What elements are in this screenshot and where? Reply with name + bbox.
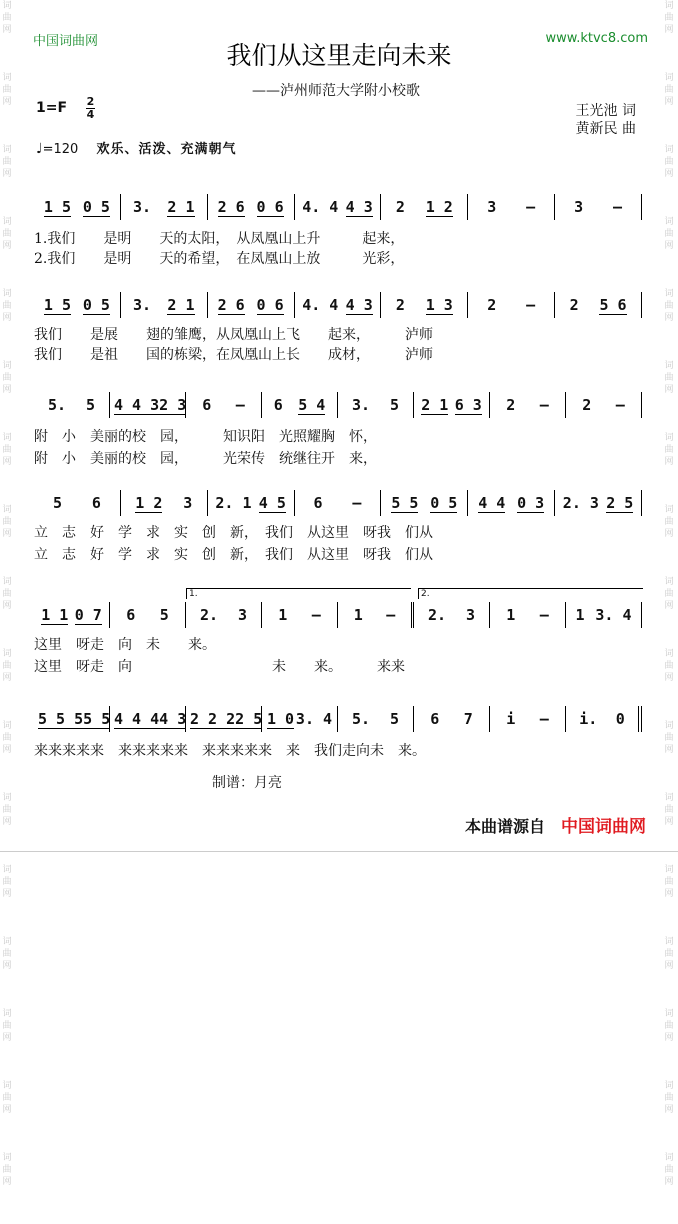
measure <box>566 602 642 628</box>
beat: 3. <box>351 396 371 414</box>
watermark-char: 网 <box>664 889 674 899</box>
watermark-char: 曲 <box>664 1093 674 1103</box>
watermark-char: 网 <box>664 745 674 755</box>
measure <box>34 392 110 418</box>
measure <box>186 392 262 418</box>
watermark-char: 词 <box>2 721 12 731</box>
measure <box>262 706 338 732</box>
watermark-char: 词 <box>664 1009 674 1019</box>
watermark-char: 词 <box>664 577 674 587</box>
left-watermark-strip <box>0 0 16 1187</box>
lyric-line: 这里 呀走 向 未 来。 来来 <box>34 659 405 675</box>
watermark-char: 词 <box>664 1081 674 1091</box>
tempo-value: =120 <box>42 142 79 157</box>
watermark-char: 曲 <box>2 661 12 671</box>
watermark-char: 词 <box>2 1081 12 1091</box>
beat: 1 <box>353 606 363 624</box>
beat: 4 4 <box>478 493 506 512</box>
watermark-char: 网 <box>2 1105 12 1115</box>
beat: 2 5 <box>235 709 263 728</box>
song-subtitle: ——泸州师范大学附小校歌 <box>252 83 420 99</box>
beat: 0 5 <box>82 197 110 216</box>
watermark-char: 词 <box>2 289 12 299</box>
beat: 2. 3 <box>562 494 599 512</box>
watermark-char: 曲 <box>664 1021 674 1031</box>
beat: 2 1 <box>421 395 449 414</box>
watermark-char: 网 <box>2 169 12 179</box>
watermark-char: 词 <box>2 433 12 443</box>
watermark-char: 词 <box>2 217 12 227</box>
watermark-char: 曲 <box>2 949 12 959</box>
watermark-char: 曲 <box>2 589 12 599</box>
beat: 1 <box>278 606 288 624</box>
beat: – <box>526 198 536 216</box>
beat: 1 5 <box>43 197 71 216</box>
beat: 1 <box>506 606 516 624</box>
beat: 6 <box>202 396 212 414</box>
beat: 1 3 <box>425 295 453 314</box>
beat: 5 5 5 <box>38 709 84 728</box>
watermark-char: 词 <box>2 361 12 371</box>
volta-second-ending: 2. <box>418 588 643 599</box>
beat: 2 <box>395 296 405 314</box>
beat: 6 <box>126 606 136 624</box>
beat: 5 <box>159 606 169 624</box>
measure <box>186 706 262 732</box>
measure <box>121 194 208 220</box>
watermark-char: 曲 <box>2 1021 12 1031</box>
watermark-char: 曲 <box>664 445 674 455</box>
beat: 3 <box>465 606 476 624</box>
measure <box>555 292 642 318</box>
beat: 7 <box>463 710 473 728</box>
beat: 6 <box>273 396 283 414</box>
measure <box>110 602 186 628</box>
beat: 3. <box>133 296 152 314</box>
lyric-line: 立 志 好 学 求 实 创 新， 我们 从这里 呀我 们从 <box>34 525 433 541</box>
beat: 5 <box>389 710 400 728</box>
watermark-char: 词 <box>2 793 12 803</box>
watermark-char: 曲 <box>2 301 12 311</box>
watermark-char: 曲 <box>2 445 12 455</box>
beat: 2 3 <box>159 395 187 414</box>
watermark-char: 词 <box>2 1009 12 1019</box>
watermark-char: 词 <box>664 721 674 731</box>
beat: – <box>352 494 362 512</box>
score-row <box>34 392 642 418</box>
beat: – <box>615 396 625 414</box>
watermark-char: 曲 <box>664 301 674 311</box>
watermark-char: 曲 <box>664 1165 674 1175</box>
watermark-char: 网 <box>664 817 674 827</box>
beat: 3 <box>183 494 193 512</box>
watermark-char: 词 <box>2 145 12 155</box>
watermark-char: 网 <box>664 457 674 467</box>
beat: 5 <box>85 396 96 414</box>
beat: 3 <box>574 198 584 216</box>
watermark-char: 词 <box>664 1153 674 1163</box>
watermark-char: 词 <box>664 793 674 803</box>
watermark-char: 网 <box>664 673 674 683</box>
beat: 4 3 <box>345 295 373 314</box>
beat: 2 <box>395 198 405 216</box>
time-sig-bottom: 4 <box>86 108 95 121</box>
watermark-char: 词 <box>2 1 12 11</box>
beat: – <box>539 396 549 414</box>
beat: – <box>539 606 549 624</box>
watermark-char: 网 <box>664 601 674 611</box>
watermark-char: 网 <box>2 25 12 35</box>
watermark-char: 曲 <box>2 1093 12 1103</box>
watermark-char: 词 <box>2 505 12 515</box>
measure <box>468 292 555 318</box>
score-row <box>34 706 642 732</box>
watermark-char: 曲 <box>664 805 674 815</box>
watermark-char: 曲 <box>664 85 674 95</box>
beat: 0 5 <box>430 493 458 512</box>
measure <box>295 490 382 516</box>
watermark-char: 曲 <box>2 517 12 527</box>
measure <box>262 392 338 418</box>
beat: 2 <box>487 296 497 314</box>
watermark-char: 网 <box>664 529 674 539</box>
watermark-char: 曲 <box>664 157 674 167</box>
footer-divider <box>0 851 678 852</box>
watermark-char: 曲 <box>2 877 12 887</box>
beat: 4 4 4 <box>114 709 160 728</box>
beat: 2 6 <box>217 197 245 216</box>
beat: 2 5 <box>606 493 634 512</box>
watermark-char: 网 <box>664 1177 674 1187</box>
beat: 5. <box>351 710 371 728</box>
watermark-char: 网 <box>664 385 674 395</box>
beat: 2 <box>506 396 516 414</box>
beat: 1 5 <box>43 295 71 314</box>
measure <box>468 490 555 516</box>
measure <box>208 490 295 516</box>
beat: 6 <box>430 710 440 728</box>
beat: 5 4 <box>298 395 326 414</box>
watermark-char: 网 <box>664 97 674 107</box>
watermark-char: 曲 <box>664 877 674 887</box>
watermark-char: 词 <box>2 937 12 947</box>
beat: 0 <box>615 710 625 728</box>
watermark-char: 曲 <box>2 373 12 383</box>
right-watermark-strip <box>662 0 678 1187</box>
lyric-line: 2.我们 是明 天的希望， 在凤凰山上放 光彩， <box>34 251 405 267</box>
lyric-line: 附 小 美丽的校 园， 光荣传 统继往开 来， <box>34 451 377 467</box>
beat: 4 3 <box>159 709 187 728</box>
watermark-char: 词 <box>2 865 12 875</box>
watermark-char: 词 <box>2 649 12 659</box>
beat: 6 <box>313 494 323 512</box>
watermark-char: 词 <box>664 361 674 371</box>
watermark-char: 词 <box>2 1153 12 1163</box>
watermark-char: 网 <box>664 169 674 179</box>
beat: – <box>235 396 245 414</box>
tempo-marking <box>36 138 236 157</box>
watermark-char: 网 <box>664 961 674 971</box>
score-row <box>34 194 642 220</box>
site-url-watermark: www.ktvc8.com <box>545 31 648 46</box>
watermark-char: 词 <box>664 217 674 227</box>
watermark-char: 曲 <box>2 13 12 23</box>
time-signature <box>86 96 95 121</box>
watermark-char: 词 <box>664 289 674 299</box>
measure <box>121 292 208 318</box>
watermark-char: 词 <box>2 73 12 83</box>
watermark-char: 曲 <box>664 373 674 383</box>
watermark-char: 词 <box>664 865 674 875</box>
measure <box>414 706 490 732</box>
beat: – <box>526 296 536 314</box>
beat: 4 3 <box>345 197 373 216</box>
source-footer <box>465 812 646 837</box>
beat: 1 <box>575 606 585 624</box>
beat: 0 6 <box>256 295 284 314</box>
beat: 1 2 <box>425 197 453 216</box>
measure <box>381 490 468 516</box>
measure <box>34 490 121 516</box>
measure <box>338 706 414 732</box>
measure <box>295 194 382 220</box>
measure <box>381 292 468 318</box>
measure <box>262 602 338 628</box>
watermark-char: 网 <box>2 961 12 971</box>
lyric-line: 1.我们 是明 天的太阳， 从凤凰山上升 起来， <box>34 231 405 247</box>
watermark-char: 网 <box>2 673 12 683</box>
watermark-char: 网 <box>2 313 12 323</box>
beat: 6 3 <box>454 395 482 414</box>
watermark-char: 曲 <box>664 13 674 23</box>
measure <box>414 602 490 628</box>
watermark-char: 曲 <box>664 733 674 743</box>
source-label: 本曲谱源自 <box>464 817 545 836</box>
watermark-char: 曲 <box>664 517 674 527</box>
composer-credit: 黄新民 曲 <box>575 121 636 137</box>
watermark-char: 词 <box>664 505 674 515</box>
watermark-char: 词 <box>664 433 674 443</box>
measure <box>34 292 121 318</box>
measure <box>34 706 110 732</box>
measure <box>110 706 186 732</box>
watermark-char: 网 <box>2 457 12 467</box>
measure <box>555 194 642 220</box>
watermark-char: 曲 <box>2 805 12 815</box>
beat: 5 <box>52 494 62 512</box>
beat: 0 3 <box>517 493 545 512</box>
measure <box>110 392 186 418</box>
beat: 2 <box>569 296 579 314</box>
measure <box>121 490 208 516</box>
song-title: 我们从这里走向未来 <box>226 41 452 70</box>
watermark-char: 曲 <box>2 1165 12 1175</box>
beat: – <box>386 606 396 624</box>
beat: 1 0 <box>266 709 295 728</box>
measure <box>34 194 121 220</box>
watermark-char: 网 <box>2 745 12 755</box>
measure <box>490 602 566 628</box>
source-brand: 中国词曲网 <box>561 817 646 837</box>
lyric-line: 我们 是展 翅的雏鹰，从凤凰山上飞 起来， 泸师 <box>34 327 433 343</box>
beat: 0 7 <box>74 605 102 624</box>
watermark-char: 曲 <box>2 157 12 167</box>
watermark-char: 网 <box>2 529 12 539</box>
beat: i <box>506 710 516 728</box>
beat: 6 <box>91 494 101 512</box>
watermark-char: 词 <box>664 937 674 947</box>
beat: 5. <box>47 396 67 414</box>
beat: 2 <box>582 396 592 414</box>
score-row <box>34 292 642 318</box>
beat: 1 2 <box>135 493 163 512</box>
measure <box>468 194 555 220</box>
site-brand-watermark: 中国词曲网 <box>33 34 99 49</box>
measure <box>34 602 110 628</box>
watermark-char: 曲 <box>664 949 674 959</box>
watermark-char: 词 <box>2 577 12 587</box>
measure <box>338 602 414 628</box>
beat: 4 5 <box>258 493 286 512</box>
lyric-line: 这里 呀走 向 未 来。 <box>34 637 216 653</box>
beat: 2 1 <box>167 295 195 314</box>
watermark-char: 曲 <box>2 229 12 239</box>
beat: 5 5 <box>83 709 111 728</box>
measure <box>208 194 295 220</box>
lyric-line: 我们 是祖 国的栋梁，在凤凰山上长 成材， 泸师 <box>34 347 433 363</box>
beat: 2 2 2 <box>190 709 236 728</box>
beat: 4. 4 <box>302 296 339 314</box>
watermark-char: 网 <box>2 385 12 395</box>
watermark-char: 网 <box>2 1033 12 1043</box>
watermark-char: 网 <box>664 313 674 323</box>
beat: 3 <box>237 606 248 624</box>
watermark-char: 网 <box>2 1177 12 1187</box>
score-row <box>34 490 642 516</box>
watermark-char: 曲 <box>2 733 12 743</box>
watermark-char: 词 <box>664 145 674 155</box>
measure <box>566 706 642 732</box>
measure <box>414 392 490 418</box>
watermark-char: 曲 <box>664 229 674 239</box>
watermark-char: 曲 <box>664 661 674 671</box>
measure <box>490 706 566 732</box>
measure <box>295 292 382 318</box>
measure <box>186 602 262 628</box>
quarter-note-icon: ♩ <box>36 141 43 157</box>
watermark-char: 曲 <box>664 589 674 599</box>
measure <box>566 392 642 418</box>
watermark-char: 网 <box>664 241 674 251</box>
watermark-char: 网 <box>664 1105 674 1115</box>
arranger-credit: 制谱：月亮 <box>212 775 282 791</box>
beat: 3 <box>487 198 497 216</box>
time-sig-top: 2 <box>86 95 95 108</box>
beat: 2. 1 <box>215 494 252 512</box>
beat: – <box>311 606 321 624</box>
beat: 0 6 <box>256 197 284 216</box>
beat: 5 6 <box>599 295 627 314</box>
beat: – <box>539 710 549 728</box>
measure <box>490 392 566 418</box>
beat: 2. <box>427 606 447 624</box>
watermark-char: 网 <box>2 889 12 899</box>
lyric-line: 立 志 好 学 求 实 创 新， 我们 从这里 呀我 们从 <box>34 547 433 563</box>
beat: i. <box>579 710 598 728</box>
volta-first-ending: 1. <box>186 588 411 599</box>
score-row <box>34 602 642 628</box>
watermark-char: 网 <box>2 241 12 251</box>
beat: 1 1 <box>41 605 69 624</box>
mood-marking: 欢乐、活泼、充满朝气 <box>96 142 237 157</box>
watermark-char: 网 <box>2 601 12 611</box>
watermark-char: 词 <box>664 1 674 11</box>
beat: 2. <box>199 606 219 624</box>
beat: – <box>613 198 623 216</box>
watermark-char: 词 <box>664 649 674 659</box>
watermark-char: 词 <box>664 73 674 83</box>
beat: 4. 4 <box>302 198 339 216</box>
measure <box>555 490 642 516</box>
beat: 0 5 <box>82 295 110 314</box>
key-signature: 1=F <box>36 100 68 116</box>
watermark-char: 曲 <box>2 85 12 95</box>
watermark-char: 网 <box>2 97 12 107</box>
measure <box>381 194 468 220</box>
lyric-line: 来来来来来 来来来来来 来来来来来 来 我们走向未 来。 <box>34 743 426 759</box>
beat: 2 1 <box>167 197 195 216</box>
lyric-line: 附 小 美丽的校 园， 知识阳 光照耀胸 怀， <box>34 429 377 445</box>
beat: 3. 4 <box>595 606 632 624</box>
watermark-char: 网 <box>664 25 674 35</box>
beat: 5 5 <box>391 493 419 512</box>
watermark-char: 网 <box>664 1033 674 1043</box>
measure <box>338 392 414 418</box>
beat: 4 4 3 <box>114 395 160 414</box>
beat: 5 <box>389 396 400 414</box>
beat: 3. <box>133 198 152 216</box>
watermark-char: 网 <box>2 817 12 827</box>
beat: 3. 4 <box>295 710 333 728</box>
lyricist-credit: 王光池 词 <box>575 103 636 119</box>
measure <box>208 292 295 318</box>
beat: 2 6 <box>217 295 245 314</box>
